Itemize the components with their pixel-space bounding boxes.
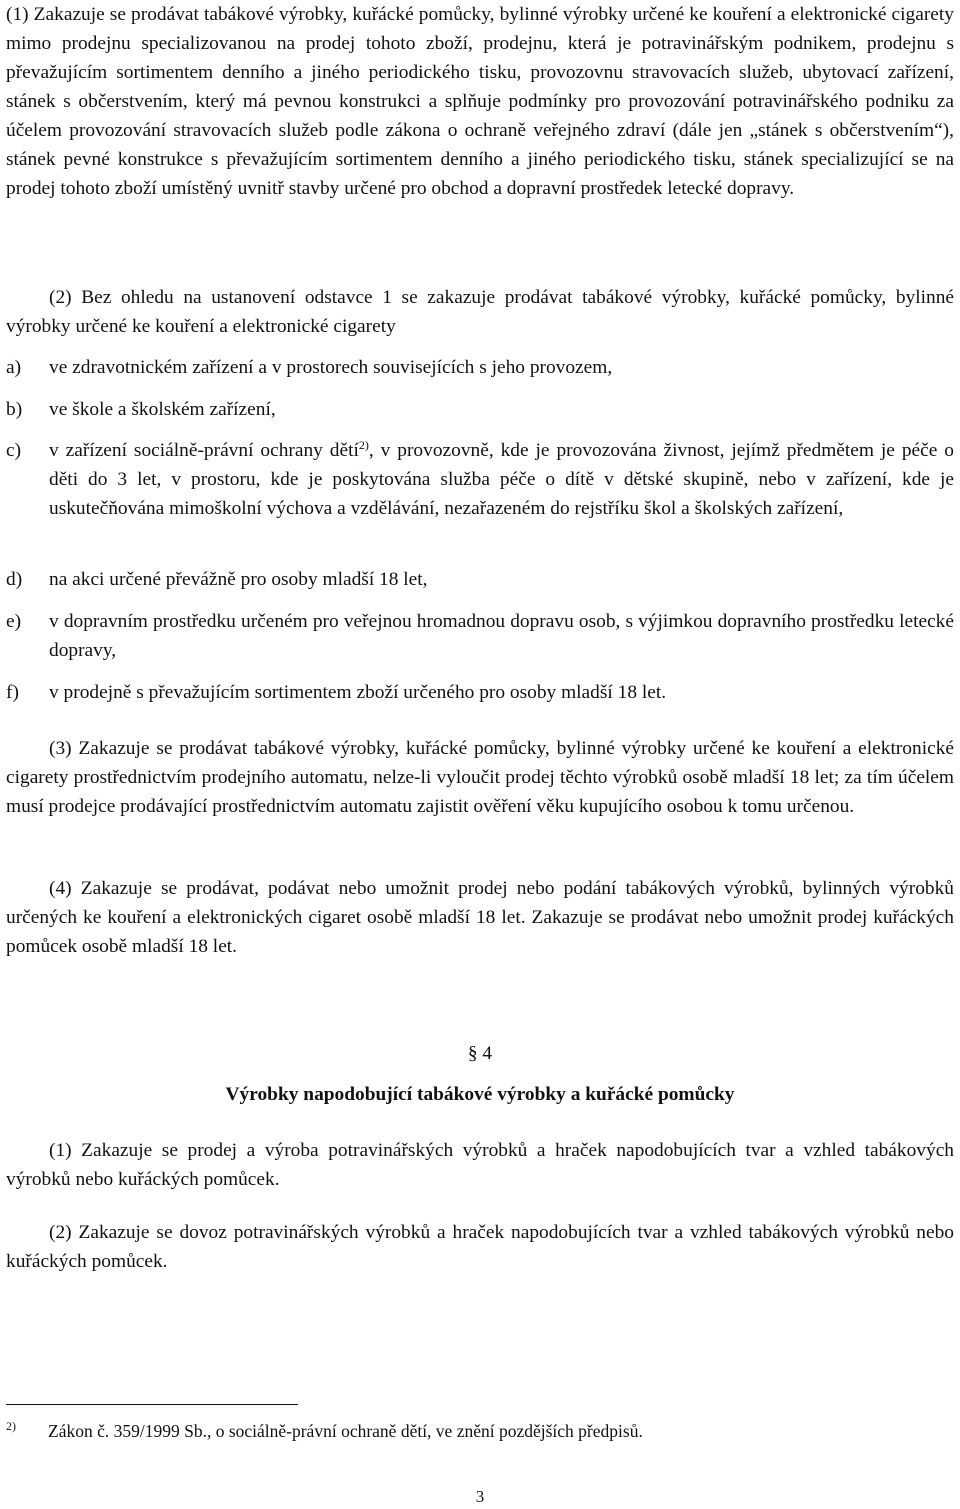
- paragraph-s3-1: (1) Zakazuje se prodávat tabákové výrobky, kuřácké pomůcky, bylinné výrobky určené ke kouření a elektronické cigarety mimo prodejnu specializovanou na prodej tohoto zboží, prodejnu, která je potravinářským podnikem, prodejnu s převažujícím sortimentem denního a jiného periodického tisku, provozovnu stravovacích služeb, ubytovací zařízení, stánek s občerstvením, který má pevnou konstrukci a splňuje podmínky pro provozování potravinářského podniku za účelem provozování stravovacích služeb podle zákona o ochraně veřejného zdraví (dále jen „stánek s občerstvením“), stánek pevné konstrukce s převažujícím sortimentem denního a jiného periodického tisku, stánek specializující se na prodej tohoto zboží umístěný uvnitř stavby určené pro obchod a dopravní prostředek letecké dopravy.: [6, 4, 954, 199]
- list-item-text-part: v zařízení sociálně-právní ochrany dětí: [49, 440, 359, 461]
- footnote-text: Zákon č. 359/1999 Sb., o sociálně-právní ochraně dětí, ve znění pozdějších předpisů.: [48, 1421, 643, 1441]
- list-item-text-part: , v provozovně, kde je provozována živnost, jejímž předmětem je péče o děti do 3 let, v prostoru, kde je poskytována služba péče o dítě v dětské skupině, nebo v zařízení, kde je uskutečňována mimoškolní výchova a vzdělávání, nezařazeném do rejstříku škol a školských zařízení,: [49, 440, 954, 519]
- list-item-label: f): [6, 682, 19, 703]
- list-item-c: [6, 436, 954, 523]
- list-item-a: [6, 353, 954, 382]
- list-item-label: e): [6, 611, 22, 632]
- list-item-d: [6, 565, 954, 594]
- list-item-b: [6, 395, 954, 424]
- paragraph-s3-3: (3) Zakazuje se prodávat tabákové výrobky, kuřácké pomůcky, bylinné výrobky určené ke kouření a elektronické cigarety prostřednictvím prodejního automatu, nelze-li vyloučit prodej těchto výrobků osobě mladší 18 let; za tím účelem musí prodejce prodávající prostřednictvím automatu zajistit ověření věku kupujícího osobou k tomu určenou.: [6, 738, 954, 817]
- page-number: 3: [475, 1487, 485, 1506]
- footnote-reference: 2): [358, 438, 369, 452]
- list-item-text: v dopravním prostředku určeném pro veřejnou hromadnou dopravu osob, s výjimkou dopravního prostředku letecké dopravy,: [49, 611, 954, 661]
- paragraph-s4-1: (1) Zakazuje se prodej a výroba potravinářských výrobků a hraček napodobujících tvar a vzhled tabákových výrobků nebo kuřáckých pomůcek.: [6, 1140, 954, 1190]
- section-number: § 4: [467, 1043, 493, 1064]
- paragraph-s4-2: (2) Zakazuje se dovoz potravinářských výrobků a hraček napodobujících tvar a vzhled tabákových výrobků nebo kuřáckých pomůcek.: [6, 1222, 954, 1272]
- list-item-text: [49, 436, 954, 523]
- list-item-f: [6, 678, 954, 707]
- list-item-label: a): [6, 357, 22, 378]
- footnote-divider: [6, 1404, 298, 1405]
- list-item-e: [6, 607, 954, 665]
- list-item-label: d): [6, 569, 23, 590]
- list-item-text: ve zdravotnickém zařízení a v prostorech souvisejících s jeho provozem,: [49, 357, 613, 378]
- footnote-mark: 2): [6, 1419, 16, 1433]
- list-item-text: v prodejně s převažujícím sortimentem zboží určeného pro osoby mladší 18 let.: [49, 682, 667, 703]
- list-item-text: ve škole a školském zařízení,: [49, 399, 276, 420]
- list-item-label: b): [6, 399, 23, 420]
- paragraph-s3-2-intro: (2) Bez ohledu na ustanovení odstavce 1 se zakazuje prodávat tabákové výrobky, kuřácké pomůcky, bylinné výrobky určené ke kouření a elektronické cigarety: [6, 287, 954, 337]
- paragraph-s3-4: (4) Zakazuje se prodávat, podávat nebo umožnit prodej nebo podání tabákových výrobků, bylinných výrobků určených ke kouření a elektronických cigaret osobě mladší 18 let. Zakazuje se prodávat nebo umožnit prodej kuřáckých pomůcek osobě mladší 18 let.: [6, 878, 954, 957]
- list-item-label: c): [6, 440, 22, 461]
- list-item-text: na akci určené převážně pro osoby mladší 18 let,: [49, 569, 428, 590]
- section-title: Výrobky napodobující tabákové výrobky a kuřácké pomůcky: [225, 1084, 735, 1105]
